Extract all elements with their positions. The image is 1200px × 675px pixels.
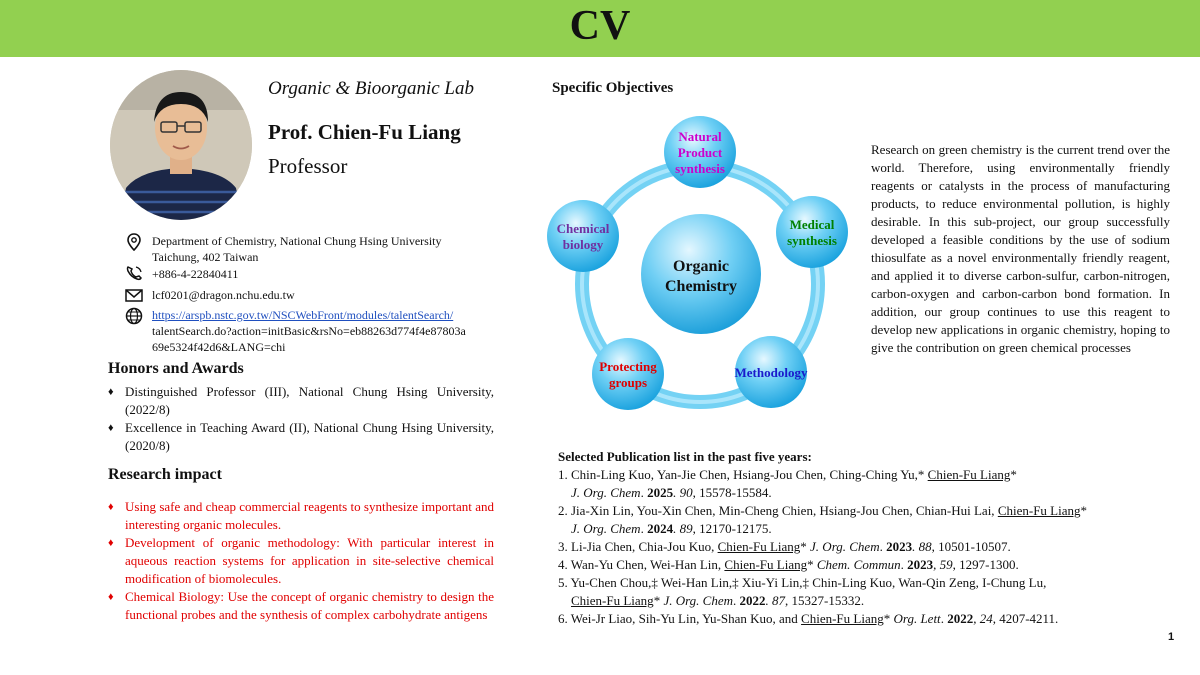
honor-item: ♦ Distinguished Professor (III), National Chung Hsing University, (2022/8)	[108, 384, 494, 417]
impact-item: ♦ Chemical Biology: Use the concept of organic chemistry to design the functional probes and the synthesis of complex carbohydrate antigens	[108, 589, 494, 622]
email-icon	[124, 286, 144, 304]
honor-item: ♦ Excellence in Teaching Award (II), National Chung Hsing University, (2020/8)	[108, 420, 494, 453]
address-line-2: Taichung, 402 Taiwan	[152, 250, 259, 264]
objectives-heading: Specific Objectives	[552, 80, 674, 96]
objective-node-circle	[547, 200, 619, 272]
objective-node-label: groups	[608, 375, 648, 390]
pi-name: Chien-Fu Liang	[927, 467, 1011, 482]
address	[152, 233, 442, 265]
publication-item: 3. Li-Jia Chen, Chia-Jou Kuo, Chien-Fu Liang* J. Org. Chem. 2023. 88, 10501-10507.	[558, 539, 1011, 554]
honors-heading: Honors and Awards	[108, 360, 244, 377]
website	[152, 307, 466, 355]
pi-name: Chien-Fu Liang	[571, 593, 654, 608]
impact-item: ♦ Development of organic methodology: With particular interest in aqueous reaction systems for application in site-selective chemical modification of biomolecules.	[108, 535, 494, 586]
pi-name: Chien-Fu Liang	[717, 539, 801, 554]
objective-node-label: synthesis	[787, 233, 837, 248]
objective-node-protecting-groups	[592, 338, 664, 410]
pi-name: Chien-Fu Liang	[724, 557, 808, 572]
research-impact-heading: Research impact	[108, 466, 222, 483]
professor-title: Professor	[268, 154, 348, 178]
diamond-bullet-icon: ♦	[108, 501, 114, 513]
objective-node-natural-product-synthesis	[664, 116, 736, 188]
objective-node-label: Chemical	[556, 221, 610, 236]
objective-node-label: biology	[562, 237, 604, 252]
phone-number[interactable]: +886-4-22840411	[152, 267, 239, 281]
objective-node-label: Medical	[789, 217, 835, 232]
research-impact-list	[108, 498, 494, 624]
objective-node-label: Methodology	[734, 365, 808, 380]
publication-item: 6. Wei-Jr Liao, Sih-Yu Lin, Yu-Shan Kuo, and Chien-Fu Liang* Org. Lett. 2022, 24, 4207-4211.	[558, 611, 1059, 626]
objective-node-label: Natural	[678, 129, 722, 144]
location-pin-icon	[124, 233, 144, 251]
publication-item: 1. Chin-Ling Kuo, Yan-Jie Chen, Hsiang-Jou Chen, Ching-Ching Yu,* Chien-Fu Liang* J. Org. Chem. 2025. 90, 15578-15584.	[558, 467, 1017, 500]
publications-heading: Selected Publication list in the past five years:	[558, 449, 812, 464]
lab-name: Organic & Bioorganic Lab	[268, 78, 475, 99]
page-number: 1	[1168, 631, 1175, 643]
center-label-line-1: Organic	[673, 258, 729, 275]
objectives-cycle-diagram	[540, 110, 870, 410]
impact-item: ♦ Using safe and cheap commercial reagents to synthesize important and interesting organic molecules.	[108, 499, 494, 532]
phone-icon	[124, 264, 144, 282]
objective-node-label: synthesis	[675, 161, 725, 176]
website-url-line-3: 69e5324f42d6&LANG=chi	[152, 340, 286, 354]
objective-node-label: Protecting	[599, 359, 657, 374]
email-address[interactable]: lcf0201@dragon.nchu.edu.tw	[152, 288, 295, 302]
publication-item: 5. Yu-Chen Chou,‡ Wei-Han Lin,‡ Xiu-Yi Lin,‡ Chin-Ling Kuo, Wan-Qin Zeng, I-Chung Lu, Chien-Fu Liang* J. Org. Chem. 2022. 87, 15327-15332.	[558, 575, 1047, 608]
objective-node-label: Product	[677, 145, 723, 160]
objective-node-circle	[592, 338, 664, 410]
objectives-paragraph: Research on green chemistry is the current trend over the world. Therefore, using environmentally friendly reagents or catalysts in the process of manufacturing products, to reduce environmental pollution, is highly desirable. In this sub-project, our group successfully developed a feasible conditions by the use of sodium thiosulfate as a novel environmentally friendly reagent, and applied it to diverse carbon-sulfur, carbon-nitrogen, carbon-oxygen and carbon-carbon bond formation. In addition, our group continues to use this reagent to develop new applications in organic chemistry, hoping to give the contribution on green chemical processes	[871, 142, 1170, 355]
professor-name: Prof. Chien-Fu Liang	[268, 120, 461, 144]
objective-node-chemical-biology	[547, 200, 619, 272]
diamond-bullet-icon: ♦	[108, 591, 114, 603]
website-link[interactable]: https://arspb.nstc.gov.tw/NSCWebFront/modules/talentSearch/	[152, 308, 454, 322]
objective-node-circle	[776, 196, 848, 268]
pi-name: Chien-Fu Liang	[801, 611, 884, 626]
publication-item: 2. Jia-Xin Lin, You-Xin Chen, Min-Cheng Chien, Hsiang-Jou Chen, Chian-Hui Lai, Chien-Fu Liang* J. Org. Chem. 2024. 89, 12170-12175.	[558, 503, 1087, 536]
objective-node-center	[641, 214, 761, 334]
honors-list	[108, 383, 494, 455]
globe-icon	[124, 307, 144, 325]
center-label-line-2: Chemistry	[665, 278, 737, 295]
diamond-bullet-icon: ♦	[108, 537, 114, 549]
address-line-1: Department of Chemistry, National Chung Hsing University	[152, 234, 442, 248]
pi-name: Chien-Fu Liang	[997, 503, 1081, 518]
objective-node-medical-synthesis	[776, 196, 848, 268]
diamond-bullet-icon: ♦	[108, 422, 114, 434]
website-url-line-2: talentSearch.do?action=initBasic&rsNo=eb88263d774f4e87803a	[152, 324, 466, 338]
profile-photo	[110, 70, 252, 220]
publication-item: 4. Wan-Yu Chen, Wei-Han Lin, Chien-Fu Liang* Chem. Commun. 2023, 59, 1297-1300.	[558, 557, 1019, 572]
page-title: CV	[569, 3, 631, 49]
diamond-bullet-icon: ♦	[108, 386, 114, 398]
